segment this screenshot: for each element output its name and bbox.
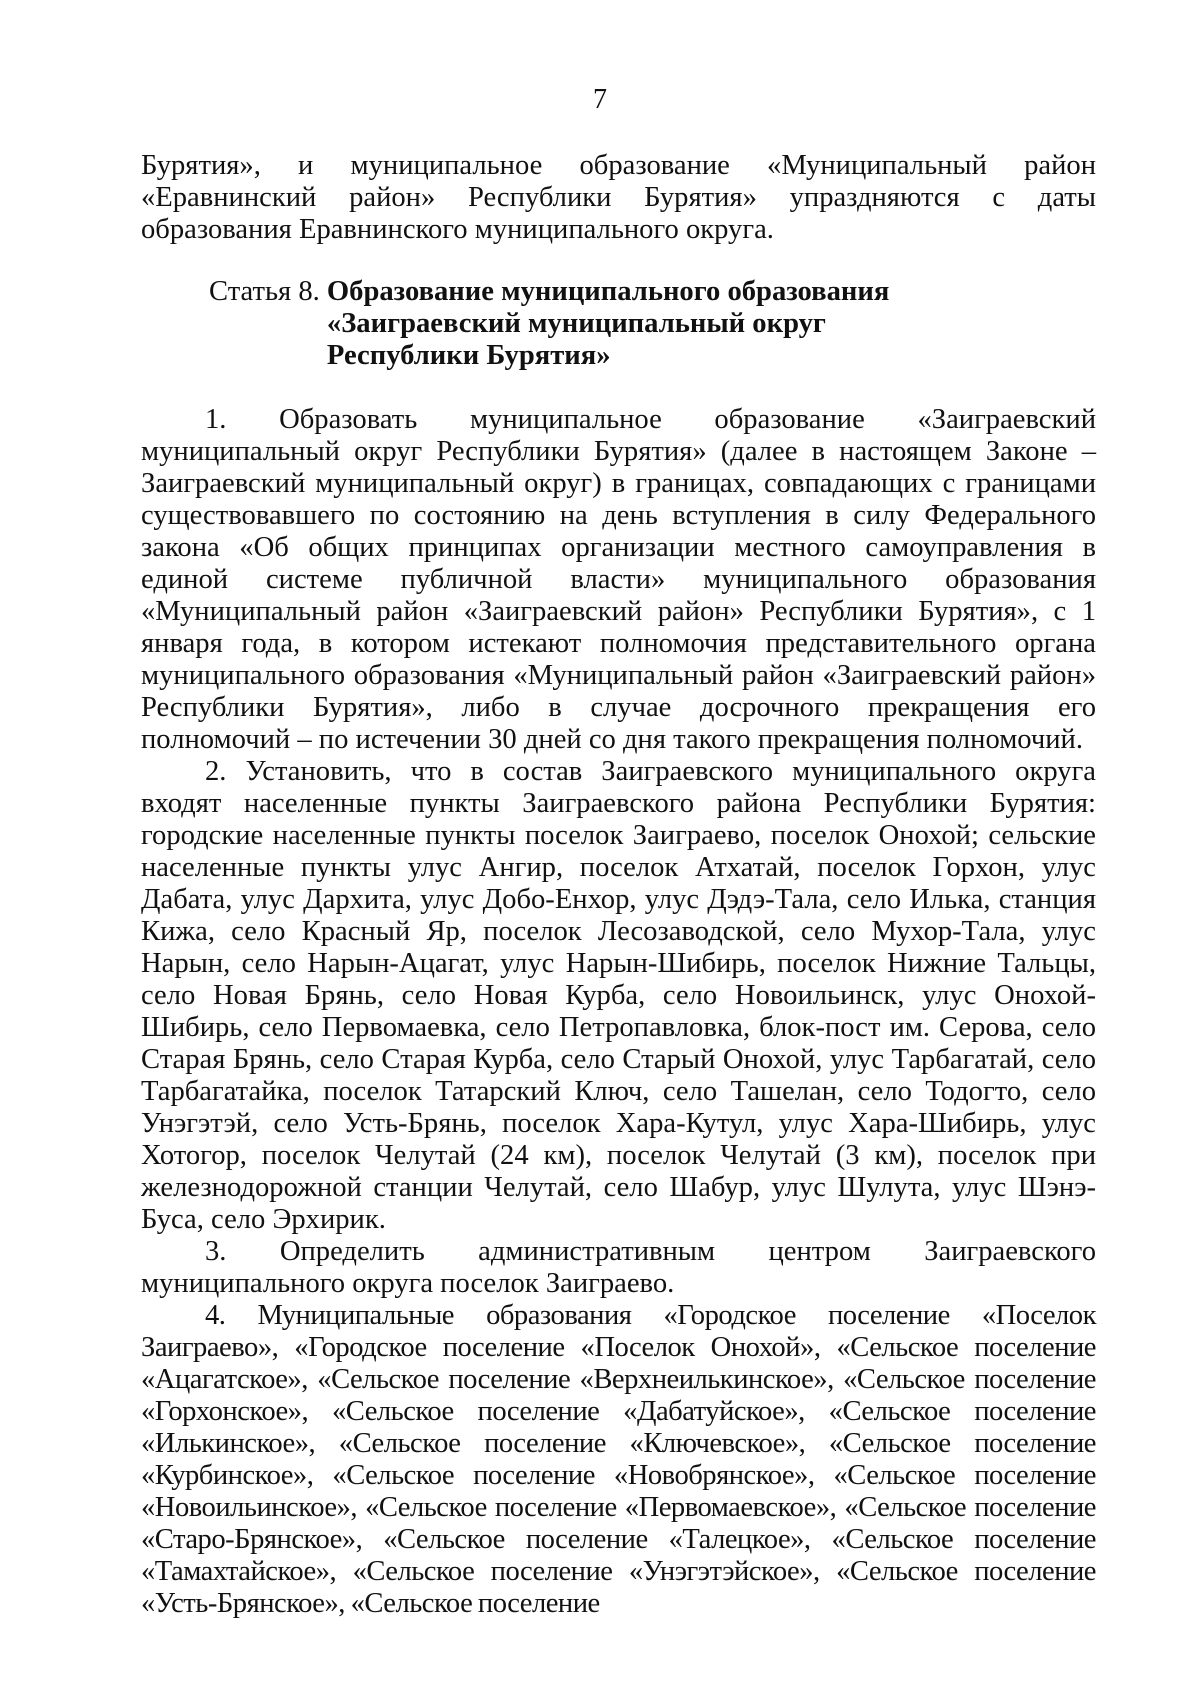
article-title-line: Образование муниципального образования bbox=[326, 276, 890, 307]
paragraph-2: 2. Установить, что в состав Заиграевского муниципального округа входят населенные пункты Заиграевского района Республики Бурятия: городские населенные пункты поселок Заиграево, поселок Онохой; сельские населенные пункты улус Ангир, поселок Атхатай, поселок Горхон, улус Дабата, улус Дархита, улус Добо-Енхор, улус Дэдэ-Тала, село Илька, станция Кижа, село Красный Яр, поселок Лесозаводской, село Мухор-Тала, улус Нарын, село Нарын-Ацагат, улус Нарын-Шибирь, поселок Нижние Тальцы, село Новая Брянь, село Новая Курба, село Новоильинск, улус Онохой-Шибирь, село Первомаевка, село Петропавловка, блок-пост им. Серова, село Старая Брянь, село Старая Курба, село Старый Онохой, улус Тарбагатай, село Тарбагатайка, поселок Татарский Ключ, село Ташелан, село Тодогто, село Унэгэтэй, село Усть-Брянь, поселок Хара-Кутул, улус Хара-Шибирь, улус Хотогор, поселок Челутай (24 км), поселок Челутай (3 км), поселок при железнодорожной станции Челутай, село Шабур, улус Шулута, улус Шэнэ-Буса, село Эрхирик. bbox=[141, 756, 1096, 1235]
article-heading bbox=[209, 276, 1096, 372]
paragraph-3: 3. Определить административным центром Заиграевского муниципального округа поселок Заиграево. bbox=[141, 1236, 1096, 1299]
article-title-line: Республики Бурятия» bbox=[326, 340, 611, 371]
paragraph-4: 4. Муниципальные образования «Городское поселение «Поселок Заиграево», «Городское поселение «Поселок Онохой», «Сельское поселение «Ацагатское», «Сельское поселение «Верхнеилькинское», «Сельское поселение «Горхонское», «Сельское поселение «Дабатуйское», «Сельское поселение «Илькинское», «Сельское поселение «Ключевское», «Сельское поселение «Курбинское», «Сельское поселение «Новобрянское», «Сельское поселение «Новоильинское», «Сельское поселение «Первомаевское», «Сельское поселение «Старо-Брянское», «Сельское поселение «Талецкое», «Сельское поселение «Тамахтайское», «Сельское поселение «Унэгэтэйское», «Сельское поселение «Усть-Брянское», «Сельское поселение bbox=[141, 1300, 1096, 1619]
article-title-line: «Заиграевский муниципальный округ bbox=[326, 308, 826, 339]
page-number: 7 bbox=[593, 84, 607, 115]
paragraph-1: 1. Образовать муниципальное образование «Заиграевский муниципальный округ Республики Бурятия» (далее в настоящем Законе – Заиграевский муниципальный округ) в границах, совпадающих с границами существовавшего по состоянию на день вступления в силу Федерального закона «Об общих принципах организации местного самоуправления в единой системе публичной власти» муниципального образования «Муниципальный район «Заиграевский район» Республики Бурятия», с 1 января года, в котором истекают полномочия представительного органа муниципального образования «Муниципальный район «Заиграевский район» Республики Бурятия», либо в случае досрочного прекращения его полномочий – по истечении 30 дней со дня такого прекращения полномочий. bbox=[141, 404, 1096, 755]
document-body bbox=[141, 150, 1096, 1620]
article-title bbox=[327, 276, 889, 372]
article-number: Статья 8. bbox=[209, 276, 327, 307]
intro-paragraph: Бурятия», и муниципальное образование «Муниципальный район «Еравнинский район» Республики Бурятия» упраздняются с даты образования Еравнинского муниципального округа. bbox=[141, 150, 1096, 245]
